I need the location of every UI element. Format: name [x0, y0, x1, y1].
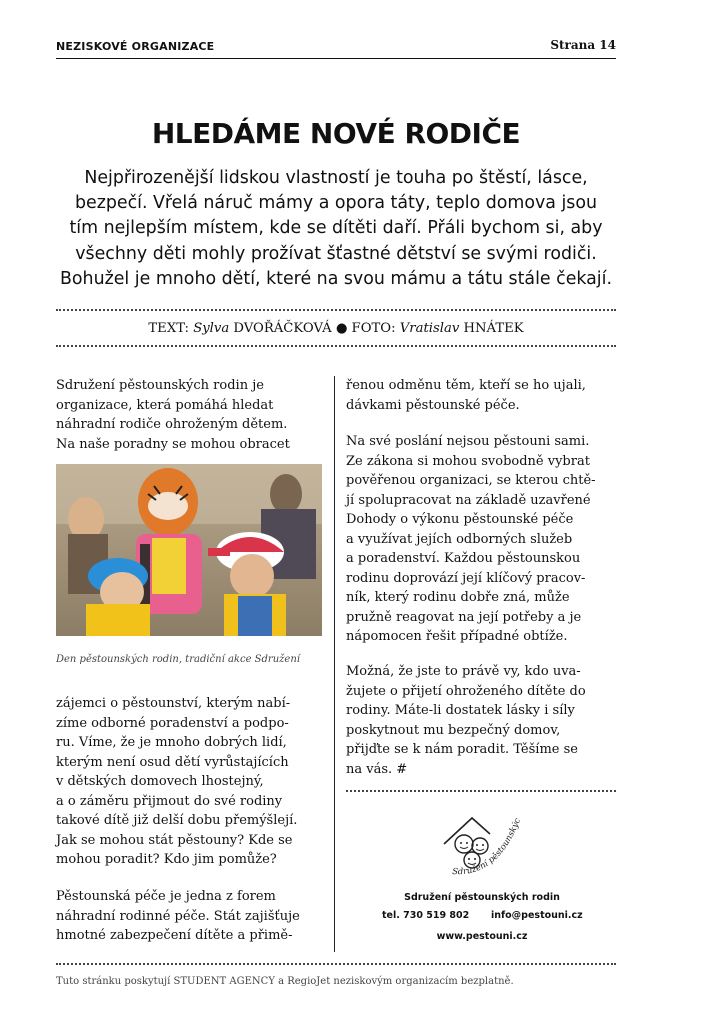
text-line: kterým není osud dětí vyrůstajících — [56, 754, 289, 770]
text-line: pověřenou organizaci, se kterou chtě- — [346, 473, 596, 488]
text-line: nápomocen řešit případné obtíže. — [346, 629, 568, 644]
text-line: a využívat jejích odborných služeb — [346, 531, 573, 547]
byline-text-label: TEXT: — [148, 321, 189, 336]
email-link[interactable]: info@pestouni.cz — [491, 910, 583, 921]
byline-photo-label: FOTO: — [351, 321, 396, 336]
author-first-name: Sylva — [193, 321, 230, 336]
column2-paragraph-1 — [346, 376, 618, 415]
text-line: rodiny. Máte-li dostatek lásky i síly — [346, 703, 575, 718]
column1-paragraph-2 — [56, 694, 326, 870]
text-line: pružně reagovat na její potřeby a je — [346, 609, 582, 625]
text-line: a o záměru přijmout do své rodiny — [56, 793, 283, 809]
family-logo-icon — [438, 800, 538, 882]
text-line: Sdružení pěstounských rodin je — [56, 378, 264, 393]
text-line: žujete o přijetí ohroženého dítěte do — [346, 683, 586, 699]
organization-name: Sdružení pěstounských rodin — [404, 892, 560, 903]
lead-line: bezpečí. Vřelá náruč mámy a opora táty, teplo domova jsou — [74, 193, 598, 214]
text-line: zájemci o pěstounství, kterým nabí- — [56, 696, 291, 711]
text-line: Možná, že jste to právě vy, kdo uva- — [346, 664, 581, 679]
text-line: dávkami pěstounské péče. — [346, 397, 520, 413]
byline-separator: ● — [335, 321, 348, 336]
text-line: Ze zákona si mohou svobodně vybrat — [346, 453, 590, 469]
logo-text: Sdružení pěstounskýc — [451, 816, 524, 878]
text-line: náhradní rodiče ohroženým dětem. — [56, 417, 288, 432]
organization-logo — [438, 800, 538, 882]
text-line: Pěstounská péče je jedna z forem — [56, 889, 276, 904]
byline-divider — [56, 345, 616, 347]
text-line: ru. Víme, že je mnoho dobrých lidí, — [56, 735, 287, 750]
text-line: ník, který rodinu dobře zná, může — [346, 590, 570, 605]
text-line: a poradenství. Každou pěstounskou — [346, 551, 581, 566]
page-number: Strana 14 — [550, 38, 616, 52]
section-label: NEZISKOVÉ ORGANIZACE — [56, 40, 215, 53]
header-rule — [56, 58, 616, 59]
lead-line: Nejpřirozenější lidskou vlastností je touha po štěstí, lásce, — [84, 168, 588, 188]
footer-note: Tuto stránku poskytují STUDENT AGENCY a RegioJet neziskovým organizacím bezplatně. — [56, 976, 514, 987]
article-title: HLEDÁME NOVÉ RODIČE — [151, 117, 521, 150]
lead-divider — [56, 309, 616, 311]
phone-number: tel. 730 519 802 — [382, 910, 470, 921]
author-last-name: DVOŘÁČKOVÁ — [233, 321, 332, 336]
text-line: Dohody o výkonu pěstounské péče — [346, 512, 574, 527]
text-line: na vás. # — [346, 761, 408, 777]
photographer-last-name: HNÁTEK — [463, 321, 524, 336]
column2-divider — [346, 790, 616, 792]
article-photo — [56, 464, 322, 636]
website-link[interactable]: www.pestouni.cz — [436, 931, 528, 942]
footer-divider — [56, 963, 616, 965]
text-line: organizace, která pomáhá hledat — [56, 397, 274, 413]
text-line: poskytnout mu bezpečný domov, — [346, 722, 561, 738]
column2-paragraph-3 — [346, 662, 618, 779]
byline — [56, 321, 616, 336]
photographer-first-name: Vratislav — [399, 321, 460, 336]
text-line: rodinu doprovází její klíčový pracov- — [346, 570, 586, 586]
text-line: mohou poradit? Kdo jim pomůže? — [56, 852, 277, 867]
text-line: přijďte se k nám poradit. Těšíme se — [346, 742, 578, 757]
article-lead — [56, 166, 616, 292]
lead-line: Bohužel je mnoho dětí, které na svou mámu a tátu stále čekají. — [59, 268, 613, 289]
text-line: Na své poslání nejsou pěstouni sami. — [346, 434, 590, 449]
text-line: takové dítě již delší dobu přemýšlejí. — [56, 813, 298, 828]
text-line: Na naše poradny se mohou obracet — [56, 436, 290, 452]
text-line: náhradní rodinné péče. Stát zajišťuje — [56, 908, 300, 924]
text-line: hmotné zabezpečení dítěte a přimě- — [56, 928, 293, 943]
text-line: v dětských domovech lhostejný, — [56, 774, 264, 789]
lead-line: tím nejlepším místem, kde se dítěti daří. Přáli bychom si, aby — [69, 218, 603, 239]
text-line: zíme odborné poradenství a podpo- — [56, 715, 289, 731]
photo-caption: Den pěstounských rodin, tradiční akce Sdružení — [56, 654, 300, 665]
column-divider — [334, 376, 335, 952]
text-line: Jak se mohou stát pěstouny? Kde se — [56, 832, 293, 848]
children-photo-illustration — [56, 464, 322, 636]
text-line: jí spolupracovat na základě uzavřené — [346, 492, 591, 508]
lead-line: všechny děti mohly prožívat šťastné dětství se svými rodiči. — [75, 243, 597, 264]
column1-paragraph-3 — [56, 887, 326, 946]
column2-paragraph-2 — [346, 432, 618, 647]
text-line: řenou odměnu těm, kteří se ho ujali, — [346, 378, 586, 393]
column1-paragraph-1 — [56, 376, 326, 454]
